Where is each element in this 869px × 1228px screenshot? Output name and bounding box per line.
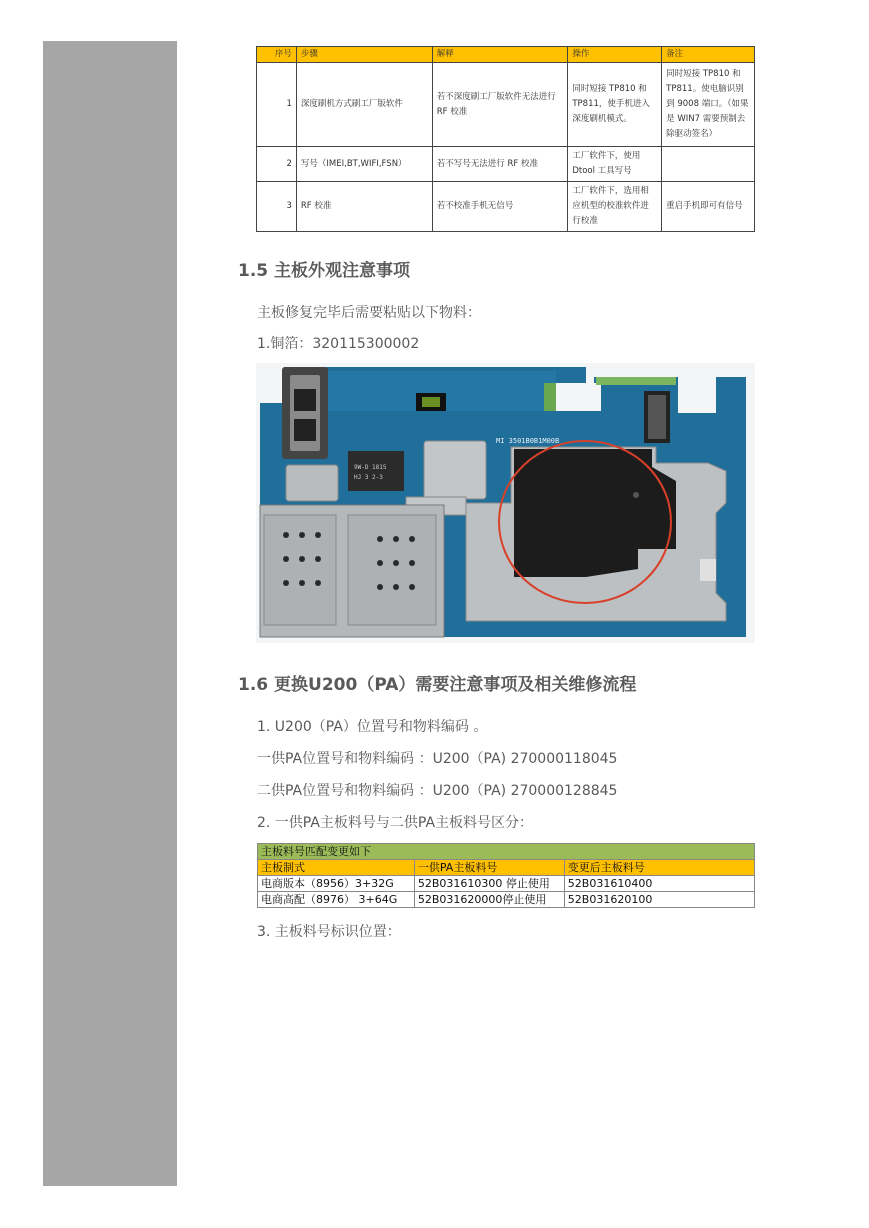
- row-operation: 同时短接 TP810 和 TP811，使手机进入深度刷机模式。: [568, 63, 662, 147]
- row-explain: 若不写号无法进行 RF 校准: [432, 147, 568, 182]
- chip: [348, 451, 404, 491]
- header-step: 步骤: [296, 47, 432, 63]
- row-step: 写号（IMEI,BT,WIFI,FSN）: [296, 147, 432, 182]
- chip-label-1: 9W-D 1815: [354, 464, 387, 471]
- mainboard-photo: [256, 363, 755, 643]
- cell-first-supplier-pn: 52B031610300 停止使用: [414, 876, 564, 892]
- header-explain: 解释: [432, 47, 568, 63]
- cell-first-supplier-pn: 52B031620000停止使用: [414, 892, 564, 908]
- cell-board-spec: 电商高配（8976） 3+64G: [258, 892, 415, 908]
- metal-shield: [286, 465, 338, 501]
- table-row: [257, 147, 755, 182]
- table-row: [258, 876, 755, 892]
- header-first-supplier-pn: 一供PA主板料号: [414, 860, 564, 876]
- section-1-6-line-3: 二供PA位置号和物料编码 ：U200（PA) 270000128845: [257, 783, 618, 799]
- row-step: 深度刷机方式刷工厂版软件: [296, 63, 432, 147]
- row-step: RF 校准: [296, 182, 432, 232]
- table-row: [257, 182, 755, 232]
- row-num: 1: [257, 63, 297, 147]
- board-table-title: 主板料号匹配变更如下: [258, 844, 755, 860]
- board-table-title-row: [258, 844, 755, 860]
- table-row: [257, 63, 755, 147]
- section-heading-1-6: 1.6 更换U200（PA）需要注意事项及相关维修流程: [238, 675, 637, 695]
- section-1-6-line-2: 一供PA位置号和物料编码 ：U200（PA) 270000118045: [257, 751, 618, 767]
- row-num: 2: [257, 147, 297, 182]
- row-note: 同时短接 TP810 和 TP811。使电脑识别到 9008 端口。（如果是 WIN7 需要预制去除驱动签名）: [662, 63, 755, 147]
- section-heading-1-5: 1.5 主板外观注意事项: [238, 261, 411, 281]
- board-table-header: [258, 860, 755, 876]
- header-num: 序号: [257, 47, 297, 63]
- cell-new-pn: 52B031620100: [564, 892, 754, 908]
- row-note: [662, 147, 755, 182]
- steps-table-header: [257, 47, 755, 63]
- row-explain: 若不深度刷工厂版软件无法进行 RF 校准: [432, 63, 568, 147]
- metal-shield: [424, 441, 486, 499]
- header-note: 备注: [662, 47, 755, 63]
- header-board-spec: 主板制式: [258, 860, 415, 876]
- row-num: 3: [257, 182, 297, 232]
- section-1-6-line-5: 3. 主板料号标识位置：: [257, 924, 401, 940]
- table-row: [258, 892, 755, 908]
- cell-board-spec: 电商版本（8956）3+32G: [258, 876, 415, 892]
- chip-label-2: HJ 3 2-3: [354, 474, 383, 481]
- section-1-5-item-1: 1.铜箔：320115300002: [257, 336, 420, 352]
- row-operation: 工厂软件下，选用相应机型的校准软件进行校准: [568, 182, 662, 232]
- section-1-6-line-4: 2. 一供PA主板料号与二供PA主板料号区分：: [257, 815, 534, 831]
- cell-new-pn: 52B031610400: [564, 876, 754, 892]
- row-note: 重启手机即可有信号: [662, 182, 755, 232]
- row-operation: 工厂软件下，使用 Dtool 工具写号: [568, 147, 662, 182]
- row-explain: 若不校准手机无信号: [432, 182, 568, 232]
- section-1-5-intro: 主板修复完毕后需要粘贴以下物料：: [257, 305, 481, 321]
- header-new-pn: 变更后主板料号: [564, 860, 754, 876]
- steps-table: [256, 46, 755, 232]
- pcb-marking: MI 3501B0B1M00B: [496, 437, 560, 445]
- header-operation: 操作: [568, 47, 662, 63]
- left-sidebar-bar: [43, 41, 177, 1186]
- board-part-number-table: [257, 843, 755, 908]
- section-1-6-line-1: 1. U200（PA）位置号和物料编码 。: [257, 719, 488, 735]
